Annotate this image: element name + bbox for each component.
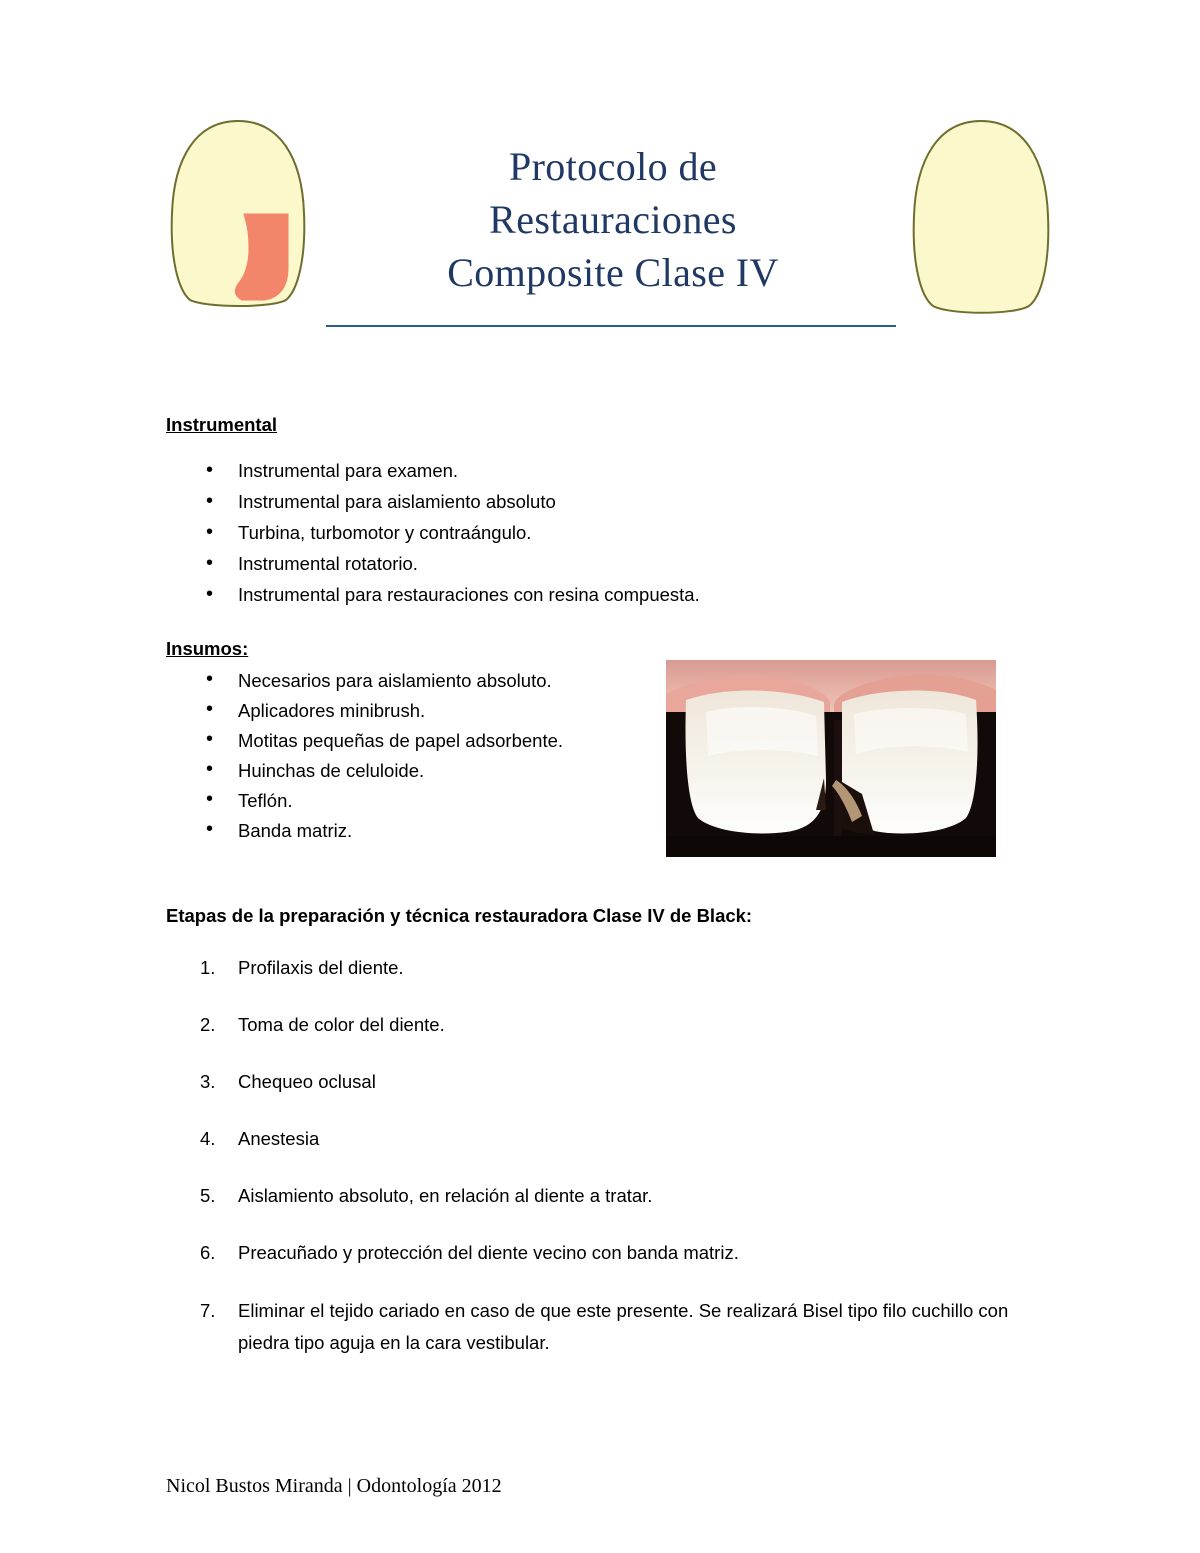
clinical-photo: [666, 660, 996, 857]
list-item: Aislamiento absoluto, en relación al diente a tratar.: [238, 1185, 653, 1206]
list-item: • Aplicadores minibrush.: [166, 696, 1046, 725]
list-item: • Motitas pequeñas de papel adsorbente.: [166, 726, 1046, 755]
list-item: • Banda matriz.: [166, 816, 1046, 845]
section-heading-instrumental: Instrumental: [166, 414, 278, 435]
section-heading-insumos: Insumos:: [166, 638, 249, 659]
etapas-steps-list: [166, 953, 1046, 1359]
insumos-section: [166, 636, 1046, 845]
document-header: [0, 0, 1200, 360]
section-heading-etapas: Etapas de la preparación y técnica restauradora Clase IV de Black:: [166, 905, 753, 926]
list-item: • Teflón.: [166, 786, 1046, 815]
list-item: • Instrumental para aislamiento absoluto: [166, 487, 1046, 517]
list-item: Chequeo oclusal: [238, 1071, 376, 1092]
list-item: • Instrumental para examen.: [166, 456, 1046, 486]
title-line-3: Composite Clase IV: [447, 250, 779, 295]
list-item: Anestesia: [238, 1128, 320, 1149]
list-item: • Instrumental para restauraciones con resina compuesta.: [166, 580, 1046, 610]
list-item: • Huinchas de celuloide.: [166, 756, 1046, 785]
document-footer: Nicol Bustos Miranda | Odontología 2012: [166, 1475, 502, 1497]
list-item: Toma de color del diente.: [238, 1014, 445, 1035]
document-body: [166, 412, 1046, 1386]
tooth-illustration-right: [908, 118, 1054, 316]
instrumental-list: [166, 456, 1046, 610]
list-item: Eliminar el tejido cariado en caso de que este presente. Se realizará Bisel tipo filo cuchillo con piedra tipo aguja en la cara vestibular.: [238, 1300, 1009, 1353]
page-title: [330, 140, 896, 299]
title-line-2: Restauraciones: [489, 197, 737, 242]
list-item: Preacuñado y protección del diente vecino con banda matriz.: [238, 1242, 739, 1263]
title-line-1: Protocolo de: [508, 144, 718, 189]
list-item: Profilaxis del diente.: [238, 957, 404, 978]
title-underline-rule: [326, 325, 896, 327]
list-item: • Necesarios para aislamiento absoluto.: [166, 666, 1046, 695]
list-item: • Turbina, turbomotor y contraángulo.: [166, 518, 1046, 548]
tooth-illustration-left: [168, 118, 308, 310]
list-item: • Instrumental rotatorio.: [166, 549, 1046, 579]
